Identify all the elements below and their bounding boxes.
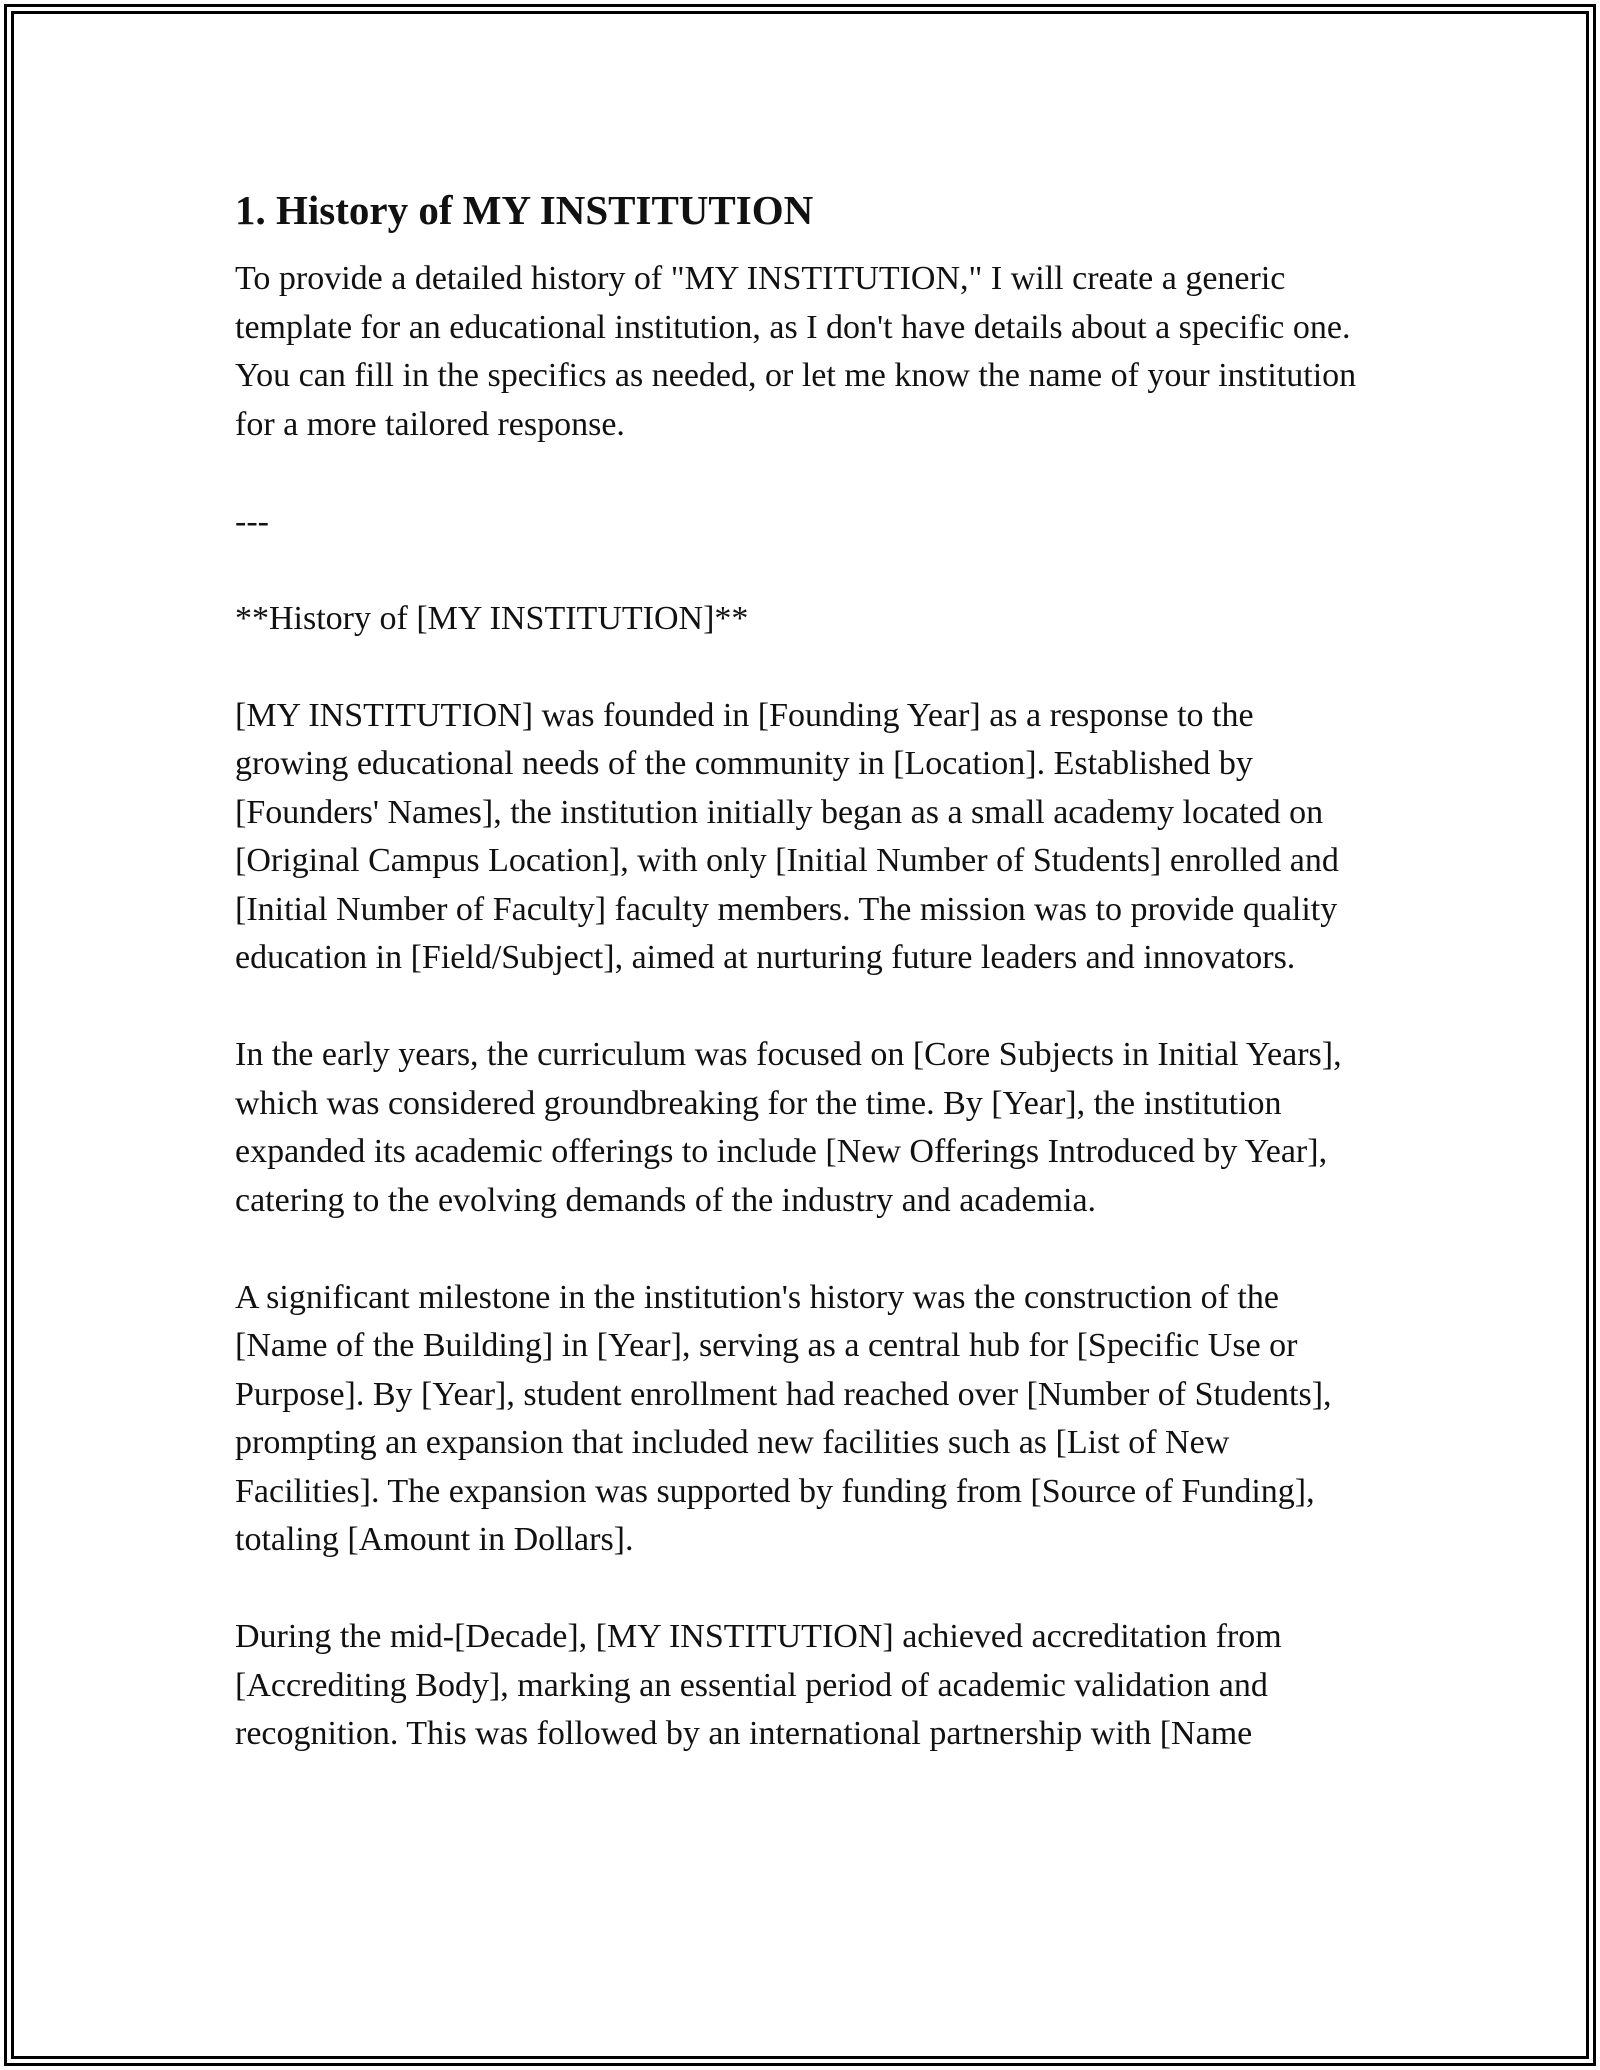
history-paragraph-milestone: A significant milestone in the institution's history was the construction of the [Name of the Building] in [Year], serving as a central hub for [Specific Use or Purpose]. By [Year], student enrollment had reached over [Number of Students], prompting an expansion that included new facilities such as [List of New Facilities]. The expansion was supported by funding from [Source of Funding], totaling [Amount in Dollars].: [235, 1278, 1332, 1558]
history-paragraph-early-years: In the early years, the curriculum was focused on [Core Subjects in Initial Years], which was considered groundbreaking for the time. By [Year], the institution expanded its academic offerings to include [New Offerings Introduced by Year], catering to the evolving demands of the industry and academia.: [235, 1036, 1342, 1219]
section-divider: ---: [235, 502, 269, 540]
document-body: [235, 185, 1375, 1807]
document-heading: 1. History of MY INSTITUTION: [235, 187, 814, 233]
intro-paragraph: To provide a detailed history of "MY INSTITUTION," I will create a generic template for an educational institution, as I don't have details about a specific one. You can fill in the specifics as needed, or let me know the name of your institution for a more tailored response.: [235, 260, 1357, 443]
history-subtitle: **History of [MY INSTITUTION]**: [235, 599, 749, 637]
history-paragraph-founding: [MY INSTITUTION] was founded in [Founding Year] as a response to the growing educational needs of the community in [Location]. Established by [Founders' Names], the institution initially began as a small academy located on [Original Campus Location], with only [Initial Number of Students] enrolled and [Initial Number of Faculty] faculty members. The mission was to provide quality education in [Field/Subject], aimed at nurturing future leaders and innovators.: [235, 696, 1339, 976]
history-paragraph-accreditation: During the mid-[Decade], [MY INSTITUTION] achieved accreditation from [Accrediting Body], marking an essential period of academic validation and recognition. This was followed by an international partnership with [Name: [235, 1618, 1282, 1752]
